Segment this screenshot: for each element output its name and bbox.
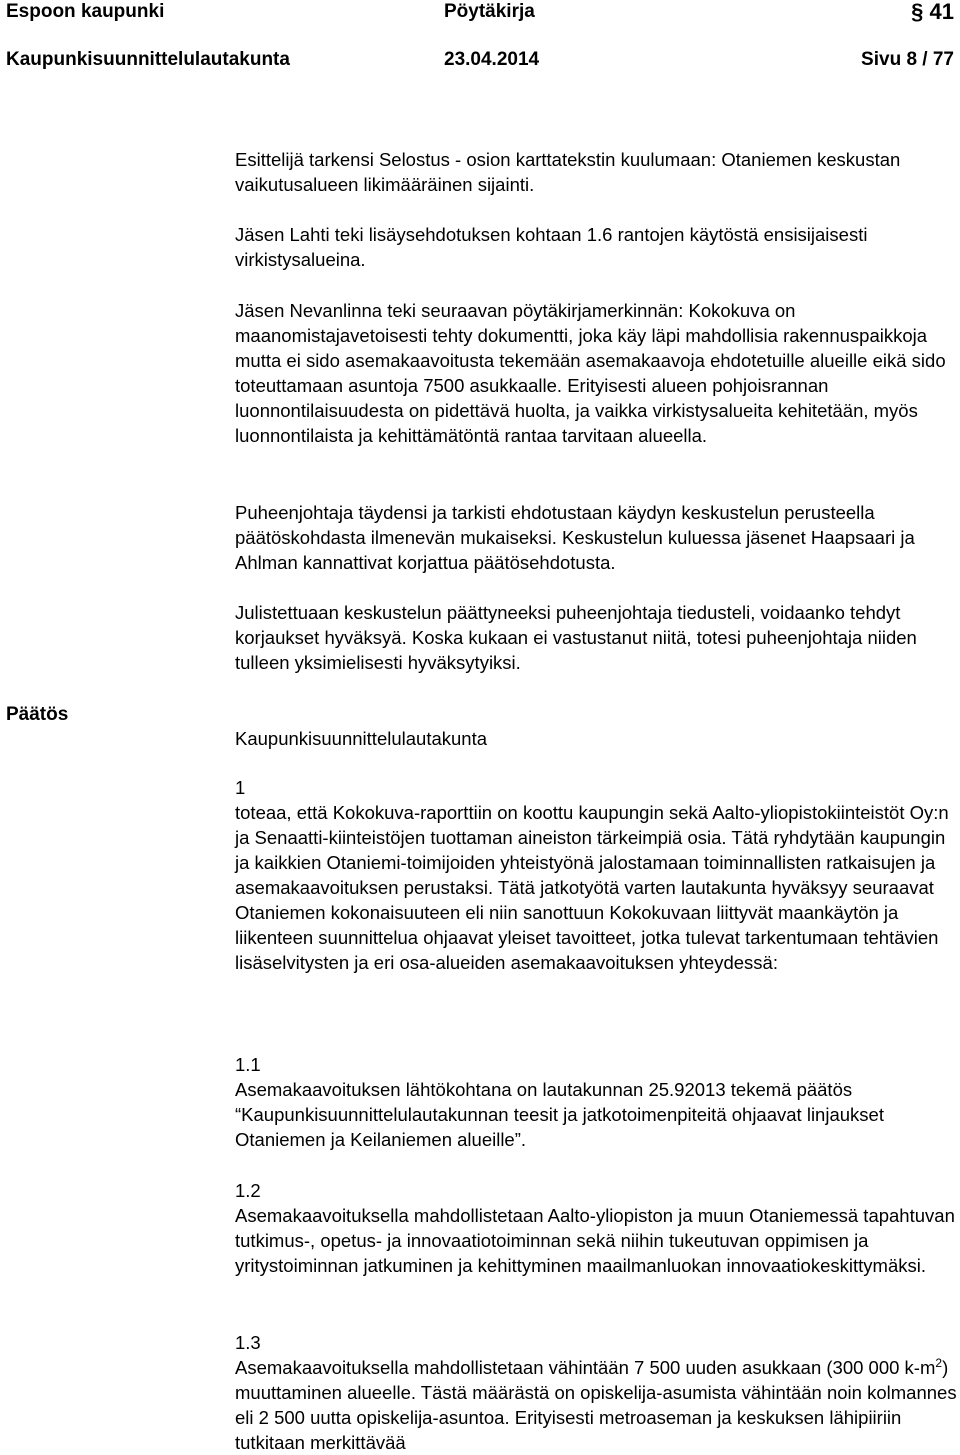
item-number: 1.2 [235,1180,261,1201]
meeting-date: 23.04.2014 [444,49,540,70]
committee-name: Kaupunkisuunnittelulautakunta [6,49,290,70]
item-number: 1.3 [235,1332,261,1353]
paragraph-text: Julistettuaan keskustelun päättyneeksi puheenjohtaja tiedusteli, voidaanko tehdyt korjaukset hyväksyä. Koska kukaan ei vastustanut niitä, totesi puheenjohtaja niiden tulleen yksimielisesti hyväksytyiksi. [235,602,917,673]
paragraph-4 [235,500,957,575]
page-number: Sivu 8 / 77 [861,49,954,70]
item-text [235,1355,957,1455]
item-text: Asemakaavoituksen lähtökohtana on lautakunnan 25.92013 tekemä päätös “Kaupunkisuunnittelulautakunnan teesit ja jatkotoimenpiteitä ohjaavat linjaukset Otaniemen ja Keilaniemen alueille”. [235,1079,884,1150]
paragraph-text: Esittelijä tarkensi Selostus - osion karttatekstin kuulumaan: Otaniemen keskustan vaikutusalueen likimääräinen sijainti. [235,149,901,195]
decision-item-1 [235,775,957,975]
document-type: Pöytäkirja [444,1,535,22]
superscript-two: 2 [935,1356,943,1370]
item-text: Asemakaavoituksella mahdollistetaan Aalto-yliopiston ja muun Otaniemessä tapahtuvan tutkimus-, opetus- ja innovaatiotoiminnan sekä niihin tukeutuvan oppimisen ja yritystoiminnan jatkuminen ja kehittyminen maailmanluokan innovaatiokeskittymäksi. [235,1205,955,1276]
paragraph-5 [235,600,957,675]
decision-item-1-2 [235,1178,957,1278]
decision-body [235,726,957,751]
item-number: 1.1 [235,1054,261,1075]
paragraph-3 [235,298,957,448]
decision-item-1-3 [235,1330,957,1455]
item-text-before: Asemakaavoituksella mahdollistetaan vähintään 7 500 uuden asukkaan (300 000 k-m [235,1357,936,1378]
decision-label: Päätös [6,704,69,725]
paragraph-text: Jäsen Lahti teki lisäysehdotuksen kohtaan 1.6 rantojen käytöstä ensisijaisesti virkistysalueina. [235,224,868,270]
decision-body-text: Kaupunkisuunnittelulautakunta [235,728,487,749]
decision-item-1-1 [235,1052,957,1152]
paragraph-text: Jäsen Nevanlinna teki seuraavan pöytäkirjamerkinnän: Kokokuva on maanomistajavetoisesti tehty dokumentti, joka käy läpi mahdollisia rakennuspaikkoja mutta ei sido asemakaavoitusta tekemään asemakaavoja ehdotetuille alueille eikä sido toteuttamaan asuntoja 7500 asukkaalle. Erityisesti alueen pohjoisrannan luonnontilaisuudesta on pidettävä huolta, ja vaikka virkistysalueita kehitetään, myös luonnontilaista ja kehittämätöntä rantaa tarvitaan alueella. [235,300,946,446]
item-text: toteaa, että Kokokuva-raporttiin on koottu kaupungin sekä Aalto-yliopistokiinteistöt Oy:n ja Senaatti-kiinteistöjen tuottaman aineiston tärkeimpiä osia. Tätä ryhdytään kaupungin ja kaikkien Otaniemi-toimijoiden yhteistyönä jalostamaan toiminnallisten ratkaisujen ja asemakaavoituksen perustaksi. Tätä jatkotyötä varten lautakunta hyväksyy seuraavat Otaniemen kokonaisuuteen eli niin sanottuun Kokokuvaan liittyvät maankäytön ja liikenteen suunnittelua ohjaavat yleiset tavoitteet, jotka tulevat tarkentumaan tehtävien lisäselvitysten ja eri osa-alueiden asemakaavoituksen yhteydessä: [235,802,949,973]
organization-name: Espoon kaupunki [6,1,165,22]
item-text-after: ) muuttaminen alueelle. Tästä määrästä on opiskelija-asumista vähintään noin kolmannes eli 2 500 uutta opiskelija-asuntoa. Erityisesti metroaseman ja keskuksen lähipiiriin tutkitaan merkittävää [235,1357,957,1453]
paragraph-text: Puheenjohtaja täydensi ja tarkisti ehdotustaan käydyn keskustelun perusteella päätöskohdasta ilmenevän mukaiseksi. Keskustelun kuluessa jäsenet Haapsaari ja Ahlman kannattivat korjattua päätösehdotusta. [235,502,915,573]
paragraph-1 [235,147,957,197]
section-number: § 41 [911,0,954,24]
item-number: 1 [235,777,246,798]
paragraph-2 [235,222,957,272]
